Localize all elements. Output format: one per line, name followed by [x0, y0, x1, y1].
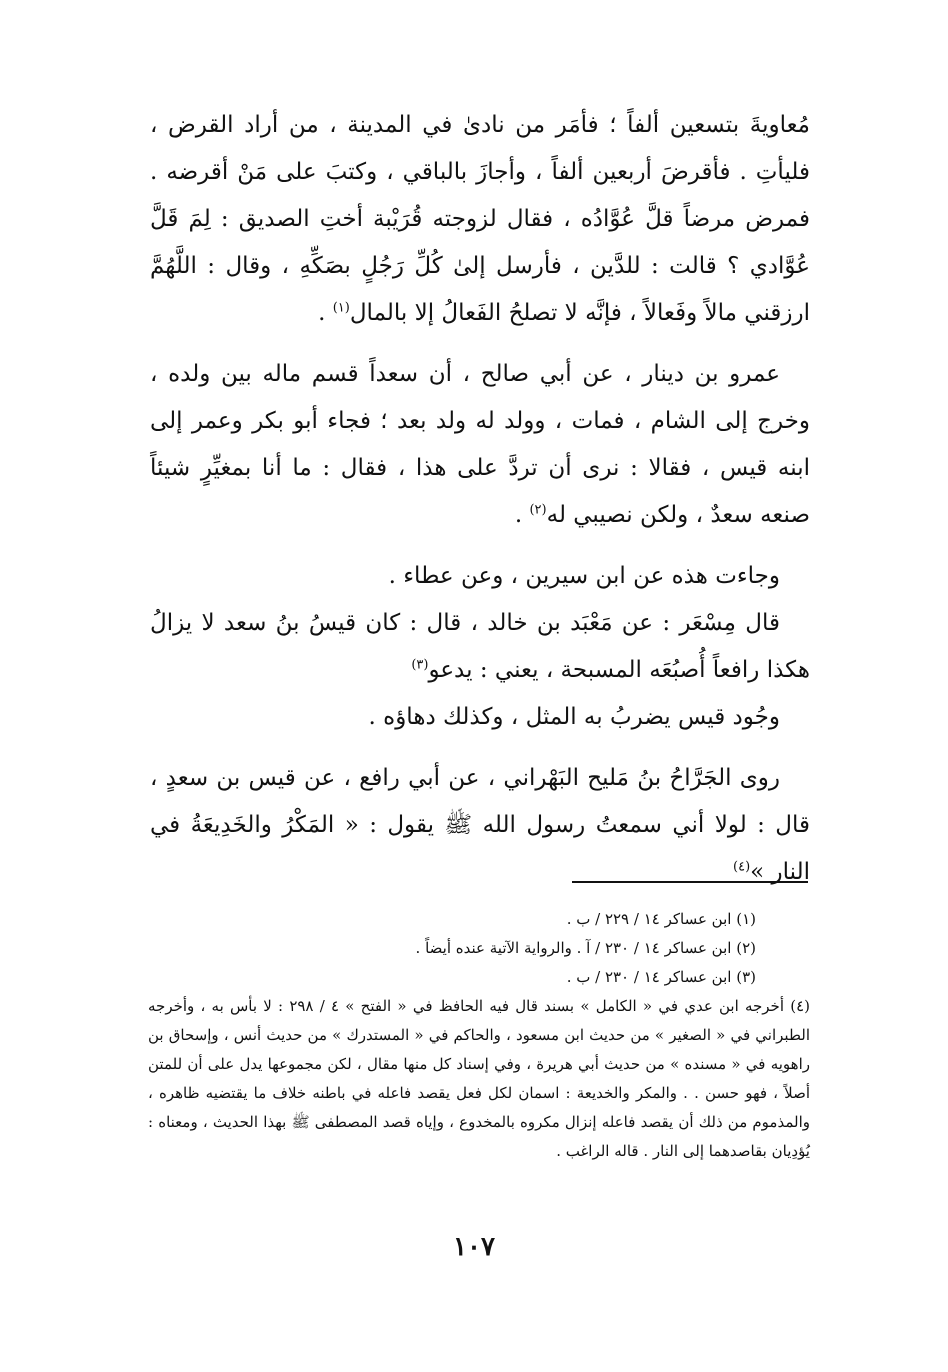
footnote-2: (٢) ابن عساكر ١٤ / ٢٣٠ / آ . والرواية الآتية عنده أيضاً .	[415, 939, 756, 957]
paragraph-5	[150, 694, 810, 741]
paragraph-3-text: وجاءت هذه عن ابن سيرين ، وعن عطاء .	[388, 563, 780, 589]
footnote-separator	[572, 881, 808, 883]
paragraph-2-text: عمرو بن دينار ، عن أبي صالح ، أن سعداً قسم ماله بين ولده ، وخرج إلى الشام ، فمات ، وولد له ولد بعد ؛ فجاء أبو بكر وعمر إلى ابنه قيس ، فقالا : نرى أن تردَّ على هذا ، فقال : ما أنا بمغيِّرٍ شيئاً صنعه سعدٌ ، ولكن نصيبي له	[150, 361, 810, 528]
footnote-1: (١) ابن عساكر ١٤ / ٢٢٩ / ب .	[566, 910, 756, 928]
footnote-ref-1: (١)	[332, 300, 350, 316]
paragraph-2-end: .	[514, 502, 530, 528]
paragraph-6	[150, 755, 810, 896]
paragraph-6-text: روى الجَرَّاحُ بنُ مَليح البَهْراني ، عن أبي رافع ، عن قيس بن سعدٍ ، قال : لولا أني سمعتُ رسول الله ﷺ يقول : « المَكْرُ والخَدِيعَةُ في النار »	[150, 765, 810, 885]
paragraph-4	[150, 600, 810, 694]
footnote-3: (٣) ابن عساكر ١٤ / ٢٣٠ / ب .	[566, 968, 756, 986]
paragraph-1-text: مُعاويةَ بتسعين ألفاً ؛ فأمَر من نادىٰ في المدينة ، من أراد القرض ، فليأتِ . فأقرضَ أربعين ألفاً ، وأجازَ بالباقي ، وكتبَ على مَنْ أقرضه . فمرض مرضاً قلَّ عُوَّادُه ، فقال لزوجته قُرَيْبة أختِ الصديق : لِمَ قَلَّ عُوَّادي ؟ قالت : للدَّين ، فأرسل إلىٰ كُلِّ رَجُلٍ بصَكِّهِ ، وقال : اللَّهُمَّ ارزقني مالاً وفَعالاً ، فإنَّه لا تصلحُ الفَعالُ إلا بالمال	[150, 112, 810, 326]
main-text	[150, 102, 810, 896]
footnote-ref-4: (٤)	[733, 859, 751, 875]
paragraph-2	[150, 351, 810, 539]
paragraph-1-end: .	[318, 300, 333, 326]
footnotes	[148, 905, 810, 1166]
paragraph-3	[150, 553, 810, 600]
footnote-ref-3: (٣)	[411, 657, 429, 673]
paragraph-4-text: قال مِسْعَر : عن مَعْبَد بن خالد ، قال : كان قيسُ بنُ سعد لا يزالُ هكذا رافعاً أُصبُعَه المسبحة ، يعني : يدعو	[150, 610, 810, 683]
paragraph-1	[150, 102, 810, 337]
paragraph-5-text: وجُود قيس يضربُ به المثل ، وكذلك دهاؤه .	[368, 704, 780, 730]
footnote-4: (٤) أخرجه ابن عدي في « الكامل » بسند قال فيه الحافظ في « الفتح » ٤ / ٢٩٨ : لا بأس به ، وأخرجه الطبراني في « الصغير » من حديث ابن مسعود ، والحاكم في « المستدرك » من حديث أنس ، وإسحاق بن راهويه في « مسنده » من حديث أبي هريرة ، وفي إسناد كل منها مقال ، لكن مجموعها يدل على أن للمتن أصلاً ، فهو حسن . . والمكر والخديعة : اسمان لكل فعل يقصد فاعله في باطنه خلاف ما يقتضيه ظاهره ، والمذموم من ذلك أن يقصد فاعله إنزال مكروه بالمخدوع ، وإياه قصد المصطفى ﷺ بهذا الحديث ، ومعناه : يُؤدِيان بقاصدهما إلى النار . قاله الراغب .	[148, 997, 810, 1160]
footnote-ref-2: (٢)	[529, 502, 547, 518]
page-number: ١٠٧	[453, 1232, 495, 1262]
